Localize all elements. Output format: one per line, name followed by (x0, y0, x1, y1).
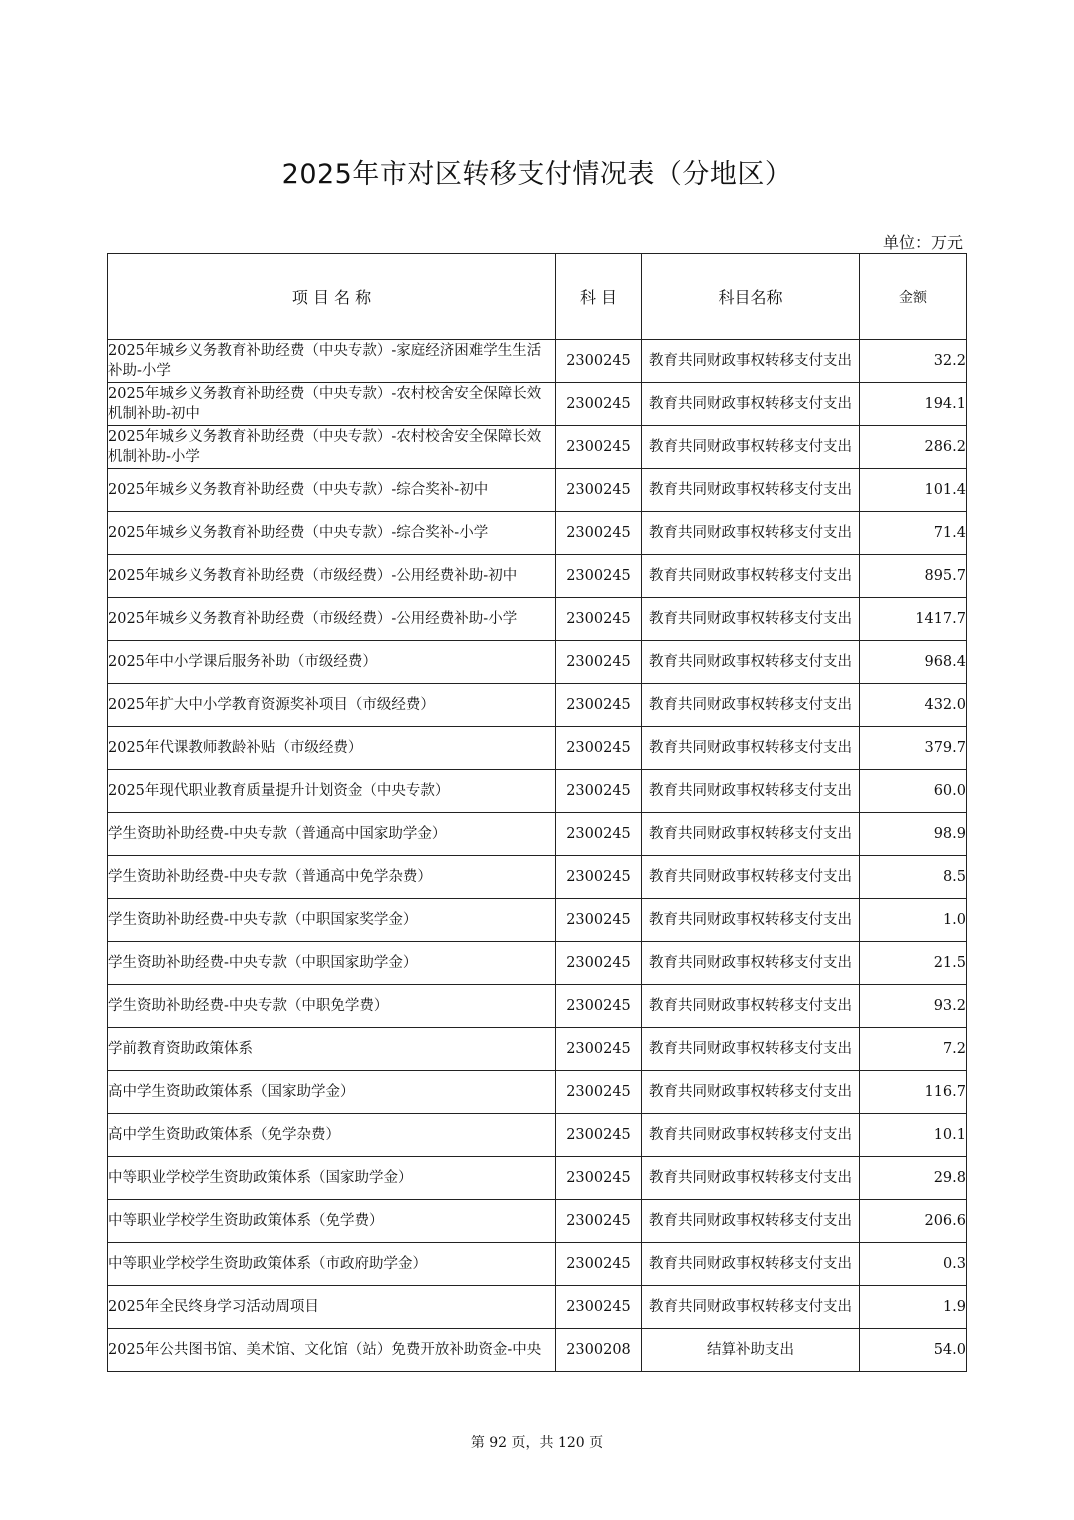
row-subject: 教育共同财政事权转移支付支出 (642, 1157, 860, 1200)
row-name: 学生资助补助经费-中央专款（普通高中国家助学金） (108, 813, 556, 856)
row-amount: 379.7 (860, 727, 967, 770)
table-header-row (108, 254, 967, 340)
row-name: 2025年现代职业教育质量提升计划资金（中央专款） (108, 770, 556, 813)
row-name: 学生资助补助经费-中央专款（普通高中免学杂费） (108, 856, 556, 899)
table-row (108, 1071, 967, 1114)
row-code: 2300245 (556, 899, 642, 942)
row-name: 中等职业学校学生资助政策体系（免学费） (108, 1200, 556, 1243)
table-row (108, 856, 967, 899)
table-row (108, 469, 967, 512)
row-subject: 教育共同财政事权转移支付支出 (642, 1071, 860, 1114)
row-name: 高中学生资助政策体系（国家助学金） (108, 1071, 556, 1114)
row-name: 2025年扩大中小学教育资源奖补项目（市级经费） (108, 684, 556, 727)
row-amount: 116.7 (860, 1071, 967, 1114)
row-name: 2025年公共图书馆、美术馆、文化馆（站）免费开放补助资金-中央 (108, 1329, 556, 1372)
row-code: 2300245 (556, 1071, 642, 1114)
table-row (108, 383, 967, 426)
table-row (108, 1286, 967, 1329)
row-name: 中等职业学校学生资助政策体系（国家助学金） (108, 1157, 556, 1200)
row-code: 2300245 (556, 1243, 642, 1286)
row-subject: 教育共同财政事权转移支付支出 (642, 1243, 860, 1286)
row-subject: 教育共同财政事权转移支付支出 (642, 555, 860, 598)
row-amount: 98.9 (860, 813, 967, 856)
row-code: 2300245 (556, 426, 642, 469)
row-code: 2300245 (556, 684, 642, 727)
row-name: 2025年城乡义务教育补助经费（中央专款）-农村校舍安全保障长效机制补助-初中 (108, 383, 556, 426)
row-subject: 教育共同财政事权转移支付支出 (642, 813, 860, 856)
header-name: 项 目 名 称 (108, 254, 556, 340)
row-subject: 教育共同财政事权转移支付支出 (642, 469, 860, 512)
row-name: 2025年城乡义务教育补助经费（中央专款）-综合奖补-小学 (108, 512, 556, 555)
table-row (108, 1028, 967, 1071)
row-subject: 教育共同财政事权转移支付支出 (642, 942, 860, 985)
row-amount: 0.3 (860, 1243, 967, 1286)
row-subject: 教育共同财政事权转移支付支出 (642, 426, 860, 469)
row-subject: 教育共同财政事权转移支付支出 (642, 1286, 860, 1329)
row-subject: 教育共同财政事权转移支付支出 (642, 1114, 860, 1157)
row-code: 2300245 (556, 1028, 642, 1071)
row-amount: 10.1 (860, 1114, 967, 1157)
row-amount: 286.2 (860, 426, 967, 469)
row-name: 2025年城乡义务教育补助经费（中央专款）-综合奖补-初中 (108, 469, 556, 512)
row-name: 2025年城乡义务教育补助经费（中央专款）-家庭经济困难学生生活补助-小学 (108, 340, 556, 383)
table-row (108, 813, 967, 856)
row-amount: 71.4 (860, 512, 967, 555)
row-subject: 教育共同财政事权转移支付支出 (642, 899, 860, 942)
header-code: 科 目 (556, 254, 642, 340)
row-amount: 194.1 (860, 383, 967, 426)
row-amount: 101.4 (860, 469, 967, 512)
row-name: 学前教育资助政策体系 (108, 1028, 556, 1071)
row-code: 2300245 (556, 813, 642, 856)
row-code: 2300245 (556, 985, 642, 1028)
row-code: 2300245 (556, 770, 642, 813)
row-amount: 1417.7 (860, 598, 967, 641)
row-name: 中等职业学校学生资助政策体系（市政府助学金） (108, 1243, 556, 1286)
row-code: 2300245 (556, 641, 642, 684)
row-name: 2025年城乡义务教育补助经费（市级经费）-公用经费补助-初中 (108, 555, 556, 598)
table-row (108, 770, 967, 813)
row-subject: 教育共同财政事权转移支付支出 (642, 1200, 860, 1243)
row-name: 2025年城乡义务教育补助经费（中央专款）-农村校舍安全保障长效机制补助-小学 (108, 426, 556, 469)
row-code: 2300208 (556, 1329, 642, 1372)
row-amount: 206.6 (860, 1200, 967, 1243)
row-name: 高中学生资助政策体系（免学杂费） (108, 1114, 556, 1157)
row-code: 2300245 (556, 1200, 642, 1243)
row-subject: 教育共同财政事权转移支付支出 (642, 383, 860, 426)
row-code: 2300245 (556, 555, 642, 598)
row-subject: 教育共同财政事权转移支付支出 (642, 340, 860, 383)
header-subject: 科目名称 (642, 254, 860, 340)
row-subject: 教育共同财政事权转移支付支出 (642, 598, 860, 641)
table-row (108, 942, 967, 985)
row-code: 2300245 (556, 856, 642, 899)
row-amount: 968.4 (860, 641, 967, 684)
row-amount: 8.5 (860, 856, 967, 899)
table-row (108, 641, 967, 684)
table-row (108, 555, 967, 598)
transfer-table (107, 253, 967, 1372)
row-amount: 7.2 (860, 1028, 967, 1071)
row-amount: 93.2 (860, 985, 967, 1028)
row-amount: 54.0 (860, 1329, 967, 1372)
row-amount: 21.5 (860, 942, 967, 985)
header-amount: 金额 (860, 254, 967, 340)
row-subject: 教育共同财政事权转移支付支出 (642, 856, 860, 899)
row-code: 2300245 (556, 727, 642, 770)
row-code: 2300245 (556, 383, 642, 426)
row-name: 学生资助补助经费-中央专款（中职免学费） (108, 985, 556, 1028)
row-subject: 教育共同财政事权转移支付支出 (642, 770, 860, 813)
unit-label: 单位：万元 (882, 233, 963, 252)
row-subject: 结算补助支出 (642, 1329, 860, 1372)
row-amount: 1.0 (860, 899, 967, 942)
table-row (108, 985, 967, 1028)
row-subject: 教育共同财政事权转移支付支出 (642, 727, 860, 770)
row-amount: 32.2 (860, 340, 967, 383)
row-code: 2300245 (556, 469, 642, 512)
table-row (108, 1200, 967, 1243)
row-code: 2300245 (556, 512, 642, 555)
row-amount: 29.8 (860, 1157, 967, 1200)
row-subject: 教育共同财政事权转移支付支出 (642, 684, 860, 727)
row-amount: 432.0 (860, 684, 967, 727)
row-subject: 教育共同财政事权转移支付支出 (642, 1028, 860, 1071)
table-row (108, 727, 967, 770)
row-name: 2025年全民终身学习活动周项目 (108, 1286, 556, 1329)
row-code: 2300245 (556, 598, 642, 641)
row-code: 2300245 (556, 340, 642, 383)
table-row (108, 512, 967, 555)
row-amount: 1.9 (860, 1286, 967, 1329)
row-code: 2300245 (556, 1286, 642, 1329)
table-row (108, 1329, 967, 1372)
row-amount: 895.7 (860, 555, 967, 598)
row-code: 2300245 (556, 1157, 642, 1200)
row-subject: 教育共同财政事权转移支付支出 (642, 641, 860, 684)
row-subject: 教育共同财政事权转移支付支出 (642, 985, 860, 1028)
row-name: 学生资助补助经费-中央专款（中职国家奖学金） (108, 899, 556, 942)
table-row (108, 1157, 967, 1200)
table-row (108, 684, 967, 727)
table-row (108, 1114, 967, 1157)
row-name: 2025年代课教师教龄补贴（市级经费） (108, 727, 556, 770)
table-row (108, 340, 967, 383)
table-row (108, 899, 967, 942)
page-footer: 第 92 页，共 120 页 (470, 1435, 604, 1451)
page-title: 2025年市对区转移支付情况表（分地区） (281, 159, 793, 190)
row-name: 2025年中小学课后服务补助（市级经费） (108, 641, 556, 684)
table-row (108, 1243, 967, 1286)
table-row (108, 426, 967, 469)
table-row (108, 598, 967, 641)
row-name: 2025年城乡义务教育补助经费（市级经费）-公用经费补助-小学 (108, 598, 556, 641)
row-name: 学生资助补助经费-中央专款（中职国家助学金） (108, 942, 556, 985)
row-subject: 教育共同财政事权转移支付支出 (642, 512, 860, 555)
row-code: 2300245 (556, 942, 642, 985)
row-code: 2300245 (556, 1114, 642, 1157)
row-amount: 60.0 (860, 770, 967, 813)
